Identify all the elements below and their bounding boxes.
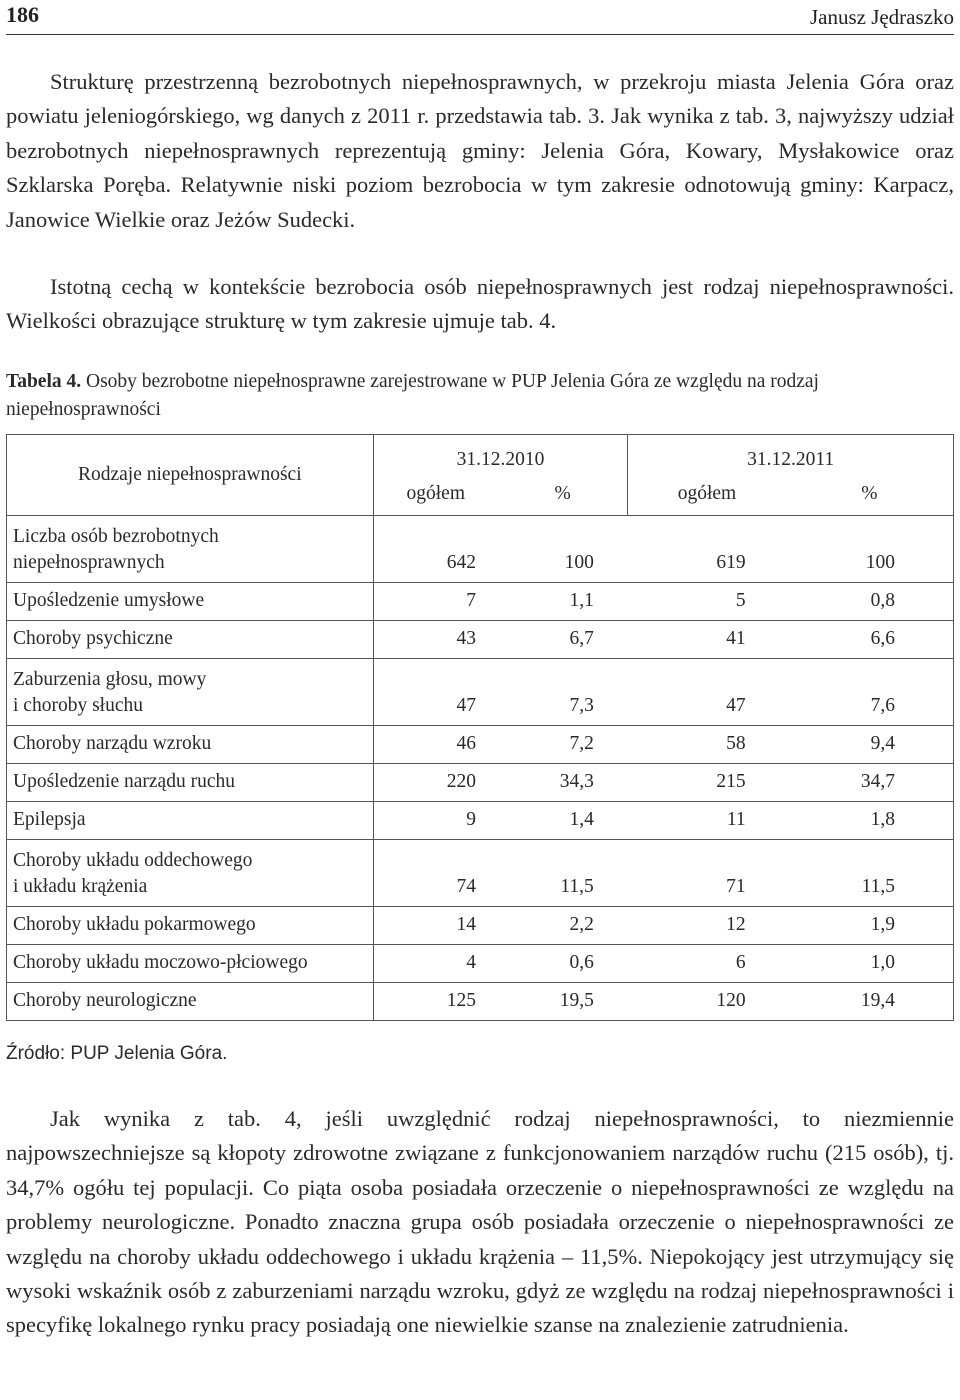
row-pct-2011: 7,6 [786,659,954,726]
row-total-2010: 47 [373,659,498,726]
row-total-2011: 41 [628,621,786,659]
row-total-2010: 46 [373,726,498,764]
row-total-2011: 215 [628,764,786,802]
row-total-2010: 4 [373,945,498,983]
row-pct-2011: 1,0 [786,945,954,983]
row-total-2011: 619 [628,516,786,583]
row-name-line2: i układu krążenia [13,876,148,897]
row-total-2010: 642 [373,516,498,583]
page-number: 186 [6,2,39,27]
closing-paragraph: Jak wynika z tab. 4, jeśli uwzględnić rodzaj niepełnosprawności, to niezmiennie najpowszechniejsze są kłopoty zdrowotne związane z funkcjonowaniem narządów ruchu (215 osób), tj. 34,7% ogółu tej populacji. Co piąta osoba posiadała orzeczenie o niepełnosprawności ze względu na problemy neurologiczne. Ponadto znaczna grupa osób posiadała orzeczenie o niepełnosprawności ze względu na choroby układu oddechowego i układu krążenia – 11,5%. Niepokojący jest utrzymujący się wysoki wskaźnik osób z zaburzeniami narządu wzroku, gdyż ze względu na rodzaj niepełnosprawności i specyfikę lokalnego rynku pracy posiadają one niewielkie szanse na znalezienie zatrudnienia. [6,1106,954,1338]
table-header-row-dates [7,435,954,473]
row-pct-2010: 1,4 [498,802,628,840]
row-total-2011: 71 [628,840,786,907]
table-row [7,802,954,840]
running-head-author: Janusz Jędraszko [809,5,954,29]
header-pct-2011: % [786,473,954,516]
row-total-2011: 58 [628,726,786,764]
row-total-2010: 74 [373,840,498,907]
row-name-cell [7,659,374,726]
intro-paragraph: Strukturę przestrzenną bezrobotnych niepełnosprawnych, w przekroju miasta Jelenia Góra oraz powiatu jeleniogórskiego, wg danych z 2011 r. przedstawia tab. 3. Jak wynika z tab. 3, najwyższy udział bezrobotnych niepełnosprawnych reprezentują gminy: Jelenia Góra, Kowary, Mysłakowice oraz Szklarska Poręba. Relatywnie niski poziom bezrobocia w tym zakresie odnotowują gminy: Karpacz, Janowice Wielkie oraz Jeżów Sudecki. [6,69,954,232]
table-container [6,434,954,1021]
row-name-line1: Liczba osób bezrobotnych [13,526,219,547]
row-pct-2010: 2,2 [498,907,628,945]
row-total-2010: 220 [373,764,498,802]
table-row [7,945,954,983]
table-row [7,983,954,1021]
row-total-2010: 9 [373,802,498,840]
row-pct-2011: 19,4 [786,983,954,1021]
row-pct-2011: 11,5 [786,840,954,907]
row-pct-2010: 34,3 [498,764,628,802]
header-date-2011: 31.12.2011 [628,435,954,473]
row-name-cell [7,764,374,802]
row-name-line1: Choroby neurologiczne [13,990,197,1011]
row-pct-2010: 0,6 [498,945,628,983]
header-date-2010: 31.12.2010 [373,435,628,473]
second-paragraph: Istotną cechą w kontekście bezrobocia osób niepełnosprawnych jest rodzaj niepełnosprawności. Wielkości obrazujące strukturę w tym zakresie ujmuje tab. 4. [6,274,954,334]
row-name-cell [7,907,374,945]
row-name-line1: Choroby układu pokarmowego [13,914,256,935]
row-name-cell [7,802,374,840]
row-pct-2011: 0,8 [786,583,954,621]
table-row [7,907,954,945]
header-total-2011: ogółem [628,473,786,516]
table-row [7,583,954,621]
row-name-line1: Choroby układu oddechowego [13,850,253,871]
header-total-2010: ogółem [373,473,498,516]
row-pct-2011: 1,9 [786,907,954,945]
row-name-cell [7,840,374,907]
row-pct-2010: 1,1 [498,583,628,621]
row-name-cell [7,516,374,583]
header-category: Rodzaje niepełnosprawności [77,464,302,485]
row-pct-2011: 34,7 [786,764,954,802]
row-name-line2: i choroby słuchu [13,695,143,716]
table-caption-text: Osoby bezrobotne niepełnosprawne zarejestrowane w PUP Jelenia Góra ze względu na rodzaj niepełnosprawności [6,371,819,420]
row-pct-2010: 7,2 [498,726,628,764]
row-name-cell [7,983,374,1021]
row-total-2011: 5 [628,583,786,621]
row-pct-2010: 11,5 [498,840,628,907]
header-rule [6,34,954,35]
row-total-2011: 12 [628,907,786,945]
page-header [6,2,954,32]
row-pct-2010: 6,7 [498,621,628,659]
row-total-2010: 7 [373,583,498,621]
row-total-2010: 43 [373,621,498,659]
row-pct-2010: 19,5 [498,983,628,1021]
row-name-cell [7,726,374,764]
row-name-cell [7,583,374,621]
row-name-cell [7,945,374,983]
table-source: Źródło: PUP Jelenia Góra. [6,1043,228,1064]
row-total-2011: 11 [628,802,786,840]
row-total-2010: 125 [373,983,498,1021]
table-row [7,764,954,802]
row-name-line1: Upośledzenie umysłowe [13,590,205,611]
row-name-line1: Choroby narządu wzroku [13,733,212,754]
row-pct-2011: 6,6 [786,621,954,659]
row-name-line1: Choroby układu moczowo-płciowego [13,952,308,973]
row-pct-2011: 100 [786,516,954,583]
header-pct-2010: % [498,473,628,516]
table-row [7,621,954,659]
row-name-line1: Zaburzenia głosu, mowy [13,669,207,690]
row-name-line2: niepełnosprawnych [13,552,165,573]
row-name-line1: Upośledzenie narządu ruchu [13,771,235,792]
row-pct-2010: 100 [498,516,628,583]
row-total-2011: 6 [628,945,786,983]
table-row [7,726,954,764]
table-row [7,659,954,726]
row-pct-2011: 1,8 [786,802,954,840]
row-total-2010: 14 [373,907,498,945]
table-row [7,516,954,583]
disability-table [6,434,954,1021]
row-name-line1: Epilepsja [13,809,86,830]
row-pct-2011: 9,4 [786,726,954,764]
row-name-cell [7,621,374,659]
header-category-cell [7,435,374,516]
row-pct-2010: 7,3 [498,659,628,726]
row-name-line1: Choroby psychiczne [13,628,173,649]
table-caption-label: Tabela 4. [6,371,82,392]
row-total-2011: 120 [628,983,786,1021]
table-caption [6,368,954,424]
row-total-2011: 47 [628,659,786,726]
table-row [7,840,954,907]
